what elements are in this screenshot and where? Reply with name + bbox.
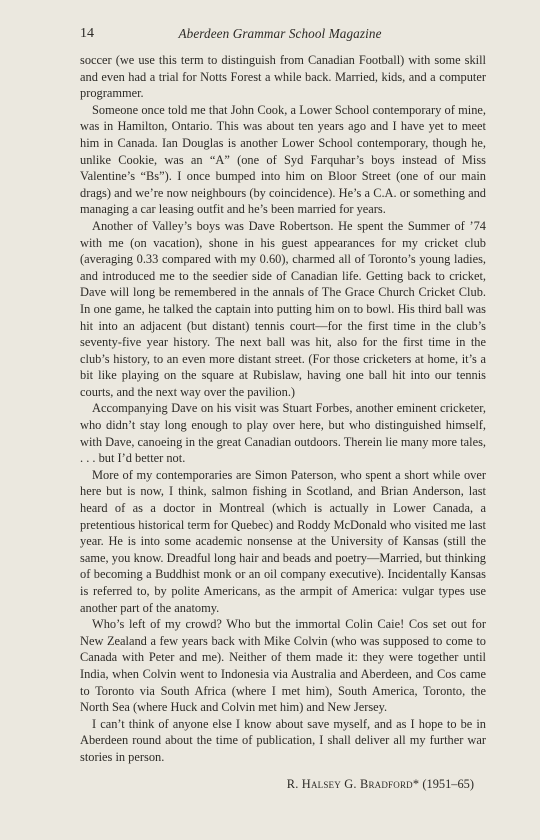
author-years: (1951–65) <box>422 776 474 791</box>
article-body <box>80 52 486 792</box>
author-signature <box>80 776 486 792</box>
paragraph: More of my contemporaries are Simon Paterson, who spent a short while over here but is now, I think, salmon fishing in Scotland, and Brian Anderson, last heard of as a doctor in Montreal (which is actually in Lower Canada, a pretentious historical term for Quebec) and Roddy McDonald who visited me last year. He is into some academic nonsense at the University of Kansas (still the same, you know. Dreadful long hair and beads and poetry—Married, but thinking of becoming a Buddhist monk or an oil company executive). Incidentally Kansas is referred to, by polite Americans, as the armpit of America: vulgar types use another part of the anatomy. <box>80 467 486 615</box>
page-number: 14 <box>80 26 94 41</box>
running-head: Aberdeen Grammar School Magazine <box>178 26 382 41</box>
paragraph: Who’s left of my crowd? Who but the immortal Colin Caie! Cos set out for New Zealand a few years back with Mike Colvin (who was supposed to come to Canada with Peter and me). Neither of them made it: they were together until India, when Colvin went to Indonesia via Australia and Aberdeen, and Cos came to Toronto via South Africa (where I met him), South America, Toronto, the North Sea (where Huck and Colvin met him) and New Jersey. <box>80 617 486 715</box>
paragraph: Accompanying Dave on his visit was Stuart Forbes, another eminent cricketer, who didn’t stay long enough to play over here, but who distinguished himself, with Dave, canoeing in the great Canadian outdoors. Therein lie many more tales, . . . but I’d better not. <box>80 401 486 466</box>
page-header <box>80 26 480 48</box>
paragraph: I can’t think of anyone else I know about save myself, and as I hope to be in Aberdeen round about the time of publication, I shall deliver all my further war stories in person. <box>80 716 486 764</box>
paragraph: Someone once told me that John Cook, a Lower School contemporary of mine, was in Hamilton, Ontario. This was about ten years ago and I have yet to meet him in Canada. Ian Douglas is another Lower School contemporary, though he, unlike Cookie, was an “A” (one of Syd Farquhar’s boys instead of Miss Valentine’s “Bs”). I once bumped into him on Bloor Street (one of our main drags) and we’re now neighbours (by coincidence). He’s a C.A. or something and managing a car leasing outfit and he’s been married for years. <box>80 102 486 217</box>
paragraph: Another of Valley’s boys was Dave Robertson. He spent the Summer of ’74 with me (on vacation), shone in his guest appearances for my cricket club (averaging 0.33 compared with my 0.60), charmed all of Toronto’s young ladies, and introduced me to the seedier side of Canadian life. Getting back to cricket, Dave will long be remembered in the annals of The Grace Church Cricket Club. In one game, he talked the captain into putting him on to bowl. His third ball was hit into an adjacent (but distant) tennis court—for the first time in the club’s seventy-five year history. The next ball was hit, also for the first time in the club’s history, to an even more distant street. (For those cricketers at home, it’s a bit like playing on the square at Rubislaw, having one ball hit into our tennis courts, and the next way over the pavilion.) <box>80 218 486 399</box>
paragraph: soccer (we use this term to distinguish from Canadian Football) with some skill and even had a trial for Notts Forest a while back. Married, kids, and a computer programmer. <box>80 53 486 101</box>
author-name: R. Halsey G. Bradford* <box>286 776 420 791</box>
